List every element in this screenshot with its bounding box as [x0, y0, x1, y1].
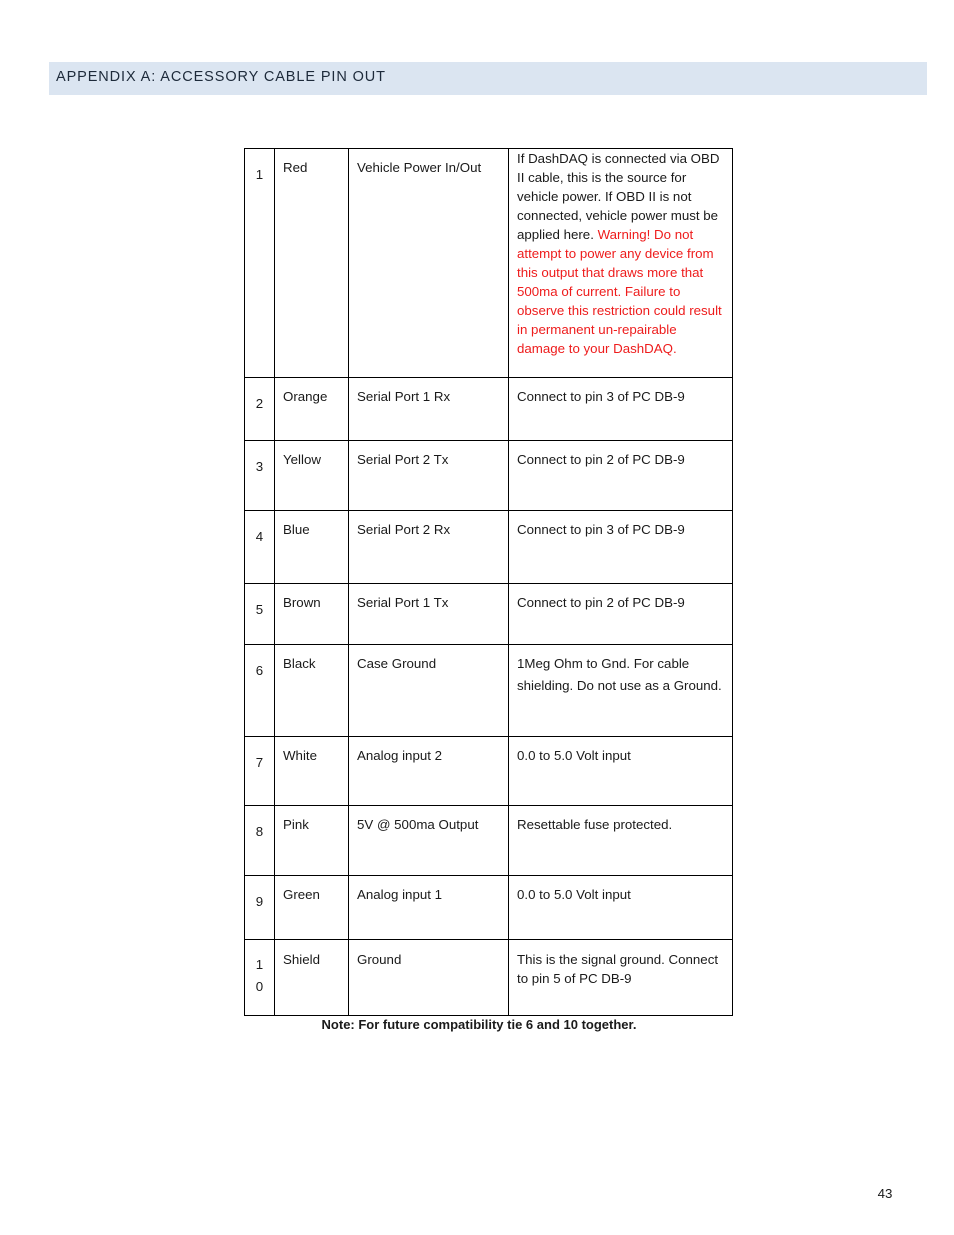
- appendix-heading-text: APPENDIX A: ACCESSORY CABLE PIN OUT: [56, 69, 386, 85]
- table-row: [245, 378, 733, 441]
- wire-color-cell: White: [275, 737, 349, 806]
- pin-number-cell: 6: [245, 645, 275, 737]
- page-number: 43: [877, 1186, 893, 1201]
- wire-color-cell: Green: [275, 876, 349, 940]
- table-row: [245, 737, 733, 806]
- table-row: [245, 511, 733, 584]
- signal-cell: Case Ground: [349, 645, 509, 737]
- signal-cell: Serial Port 1 Rx: [349, 378, 509, 441]
- description-cell: Connect to pin 2 of PC DB-9: [509, 441, 733, 511]
- signal-cell: 5V @ 500ma Output: [349, 806, 509, 876]
- pin-number-cell: 10: [245, 940, 275, 1016]
- table-row: [245, 806, 733, 876]
- wire-color-cell: Blue: [275, 511, 349, 584]
- pin-number-cell: 8: [245, 806, 275, 876]
- description-cell: 0.0 to 5.0 Volt input: [509, 876, 733, 940]
- signal-cell: Serial Port 2 Rx: [349, 511, 509, 584]
- description-cell: Resettable fuse protected.: [509, 806, 733, 876]
- description-cell: Connect to pin 3 of PC DB-9: [509, 378, 733, 441]
- signal-cell: Ground: [349, 940, 509, 1016]
- pin-number-cell: 9: [245, 876, 275, 940]
- signal-cell: Vehicle Power In/Out: [349, 149, 509, 378]
- table-row: [245, 584, 733, 645]
- signal-cell: Serial Port 1 Tx: [349, 584, 509, 645]
- description-cell: Connect to pin 2 of PC DB-9: [509, 584, 733, 645]
- signal-cell: Serial Port 2 Tx: [349, 441, 509, 511]
- description-cell: 1Meg Ohm to Gnd. For cable shielding. Do not use as a Ground.: [509, 645, 733, 737]
- pin-number-cell: 5: [245, 584, 275, 645]
- table-row: [245, 441, 733, 511]
- warning-text: Warning! Do not attempt to power any device from this output that draws more that 500ma of current. Failure to observe this restriction could result in permanent un-repairable damage to your DashDAQ.: [517, 227, 722, 356]
- description-cell: Connect to pin 3 of PC DB-9: [509, 511, 733, 584]
- wire-color-cell: Shield: [275, 940, 349, 1016]
- wire-color-cell: Pink: [275, 806, 349, 876]
- description-cell: 0.0 to 5.0 Volt input: [509, 737, 733, 806]
- table-row: [245, 940, 733, 1016]
- signal-cell: Analog input 1: [349, 876, 509, 940]
- description-text: If DashDAQ is connected via OBD II cable, this is the source for vehicle power. If OBD II is not connected, vehicle power must be applied here.: [517, 151, 720, 242]
- wire-color-cell: Black: [275, 645, 349, 737]
- pin-number-cell: 4: [245, 511, 275, 584]
- table-row: [245, 876, 733, 940]
- wire-color-cell: Brown: [275, 584, 349, 645]
- pin-number-cell: 1: [245, 149, 275, 378]
- wire-color-cell: Orange: [275, 378, 349, 441]
- table-row: [245, 149, 733, 378]
- pinout-table: [244, 148, 733, 1016]
- description-cell: This is the signal ground. Connect to pin 5 of PC DB-9: [509, 940, 733, 1016]
- appendix-heading: [49, 62, 927, 95]
- wire-color-cell: Yellow: [275, 441, 349, 511]
- compatibility-note: Note: For future compatibility tie 6 and 10 together.: [321, 1017, 637, 1032]
- table-row: [245, 645, 733, 737]
- description-cell: [509, 149, 733, 378]
- signal-cell: Analog input 2: [349, 737, 509, 806]
- pin-number-cell: 3: [245, 441, 275, 511]
- pin-number-cell: 7: [245, 737, 275, 806]
- wire-color-cell: Red: [275, 149, 349, 378]
- pin-number-cell: 2: [245, 378, 275, 441]
